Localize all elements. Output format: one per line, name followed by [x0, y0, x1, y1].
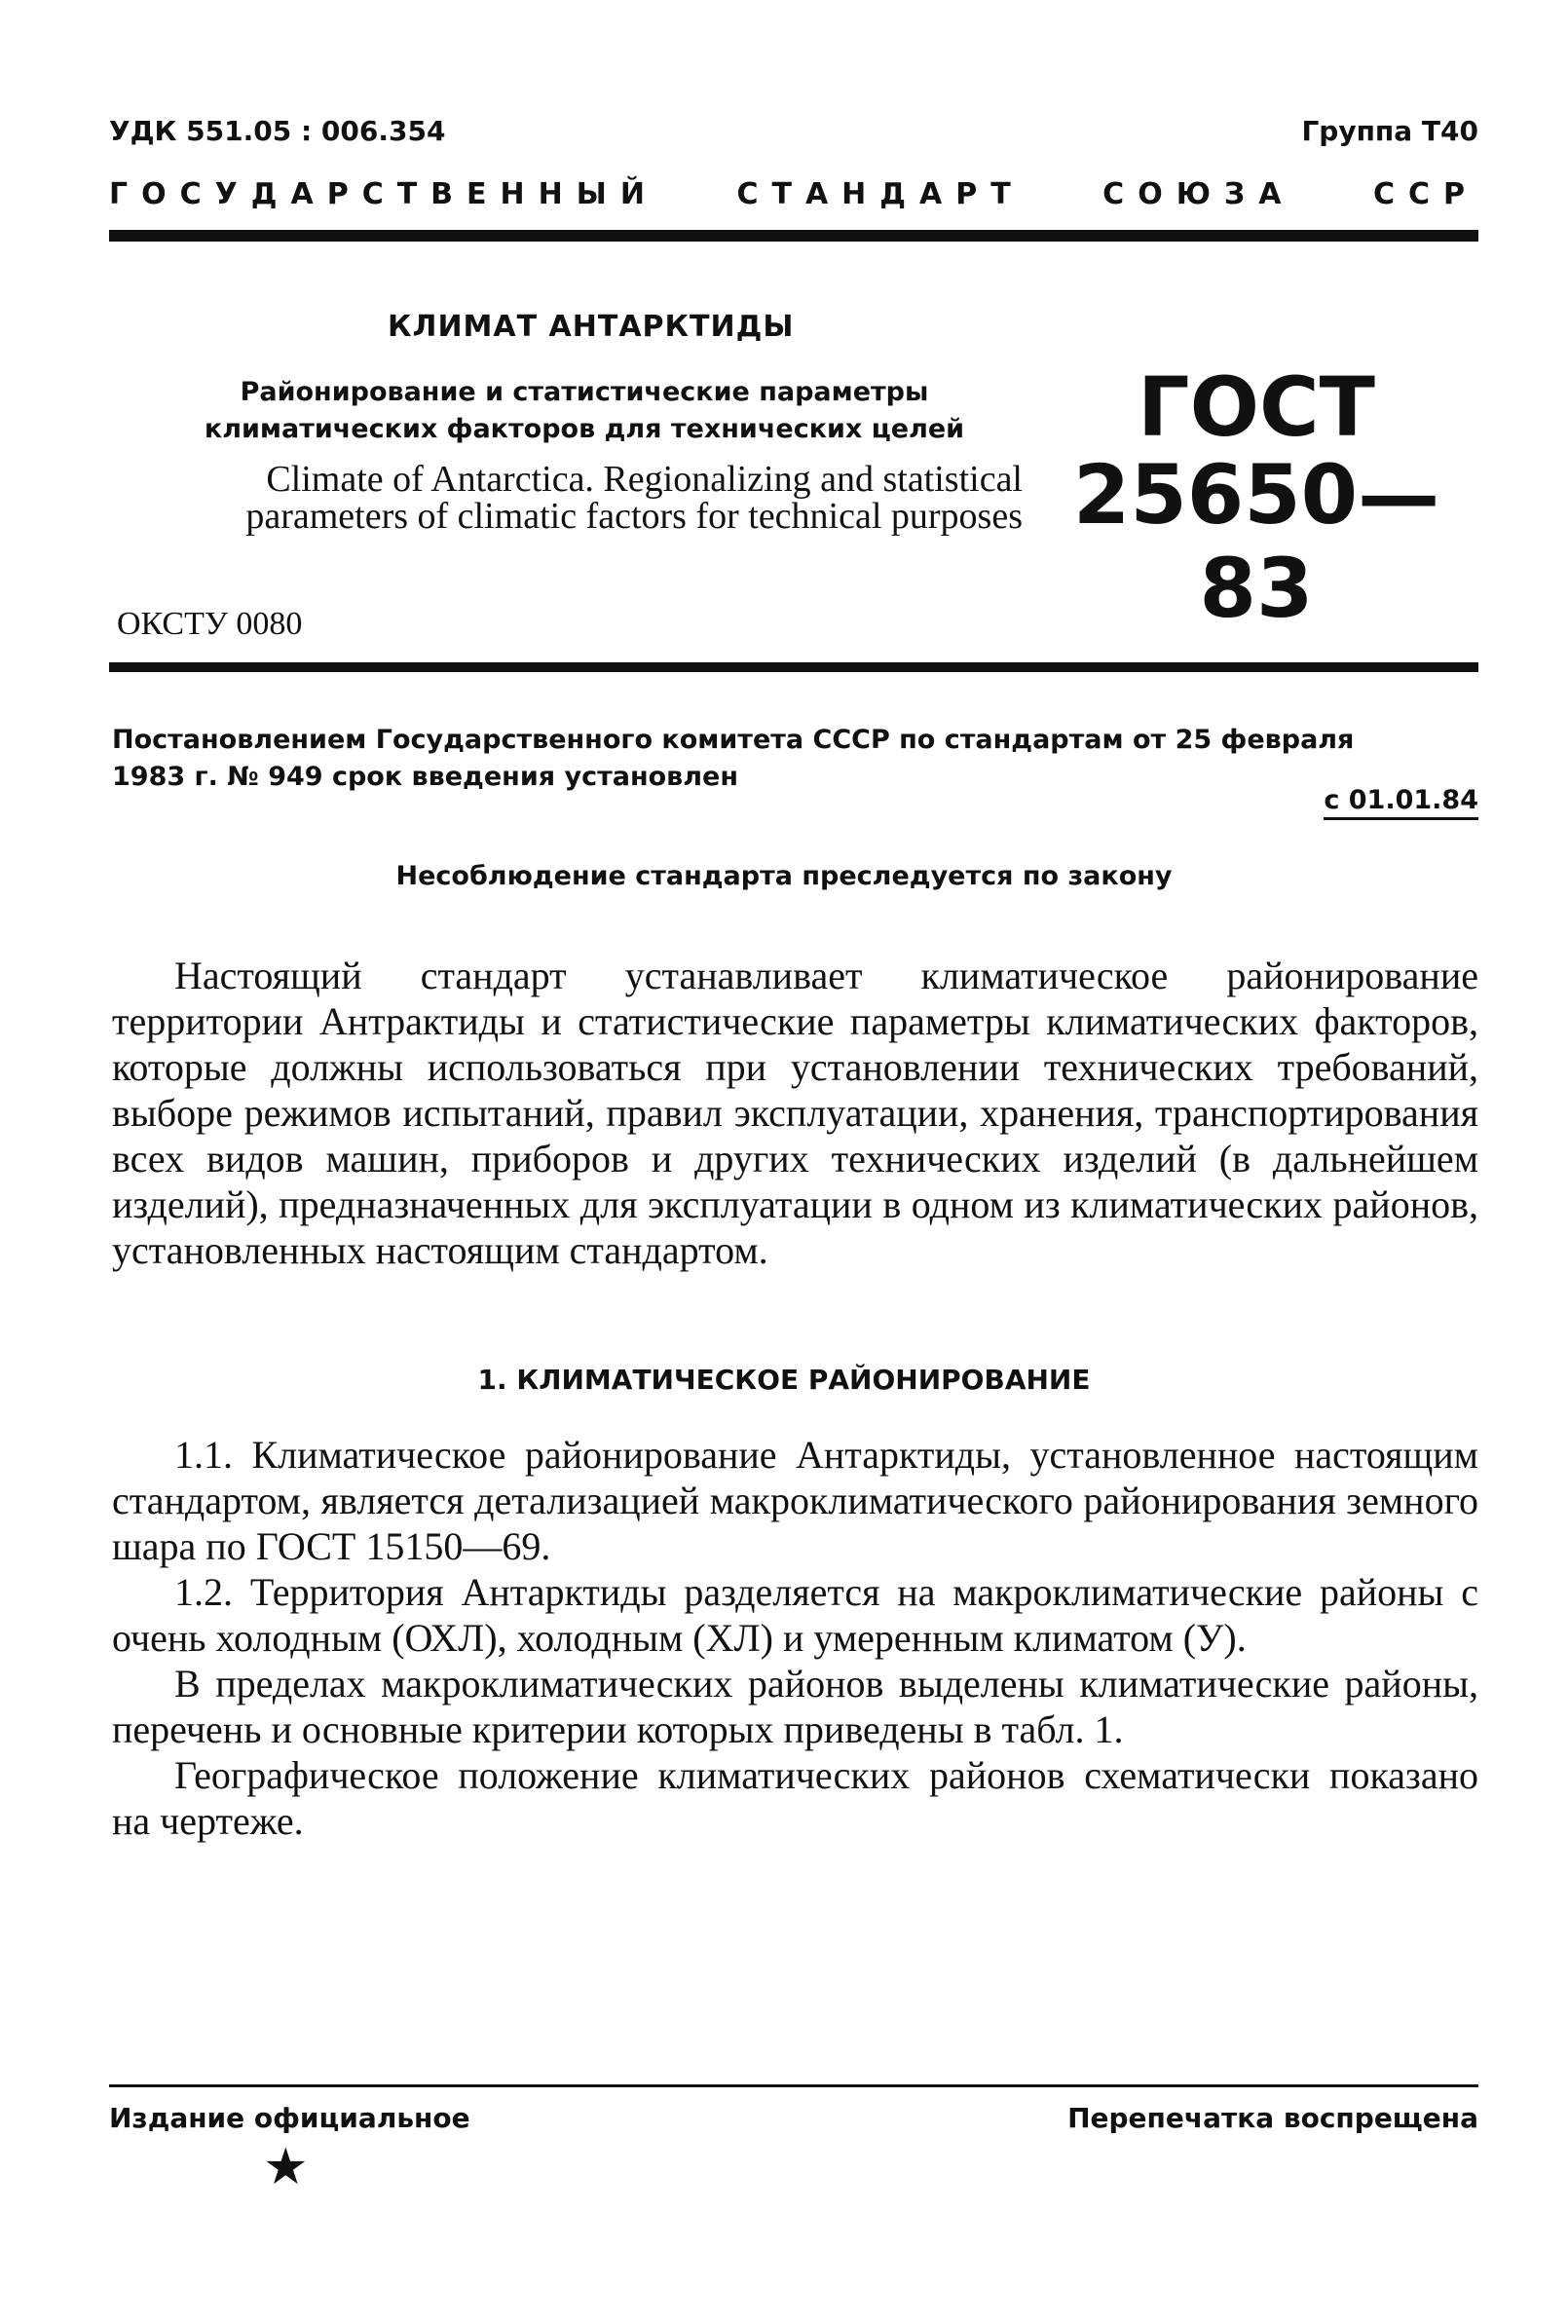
group-code: Группа Т40 — [1301, 115, 1478, 147]
section-body — [112, 1432, 1478, 1844]
gost-number: 25650—83 — [1072, 447, 1440, 636]
udk-code: УДК 551.05 : 006.354 — [109, 115, 446, 147]
subtitle-line-2: климатических факторов для технических целей — [204, 414, 965, 444]
state-standard-banner: ГОСУДАРСТВЕННЫЙ СТАНДАРТ СОЮЗА ССР — [109, 177, 1478, 211]
section-title: 1. КЛИМАТИЧЕСКОЕ РАЙОНИРОВАНИЕ — [477, 1364, 1091, 1396]
effective-date: с 01.01.84 — [1324, 785, 1478, 820]
gost-label: ГОСТ — [1138, 359, 1375, 455]
footer-rule — [109, 2084, 1478, 2087]
title-rule — [109, 662, 1478, 672]
document-title: КЛИМАТ АНТАРКТИДЫ — [388, 310, 795, 344]
edition-label: Издание официальное — [109, 2102, 470, 2134]
decree-line-1: Постановлением Государственного комитета СССР по стандартам от 25 февраля — [112, 725, 1355, 755]
english-title-line-1: Climate of Antarctica. Regionalizing and statistical — [266, 459, 1023, 500]
decree-line-2: 1983 г. № 949 срок введения установлен — [112, 762, 738, 792]
intro-paragraph — [112, 953, 1478, 1273]
star-icon: ★ — [263, 2140, 309, 2195]
header-rule — [109, 230, 1478, 242]
paragraph-1-1: 1.1. Климатическое районирование Антарктиды, установленное настоящим стандартом, является детализацией макроклиматического районирования земного шара по ГОСТ 15150—69. — [112, 1433, 1478, 1568]
paragraph-1-2: 1.2. Территория Антарктиды разделяется на макроклиматические районы с очень холодным (ОХЛ), холодным (ХЛ) и умеренным климатом (У). — [112, 1570, 1478, 1660]
subtitle-line-1: Районирование и статистические параметры — [240, 377, 929, 407]
intro-text: Настоящий стандарт устанавливает климатическое районирование территории Антрактиды и статистические параметры климатических факторов, которые должны использоваться при установлении технических требований, выборе режимов испытаний, правил эксплуатации, хранения, транспортирования всех видов машин, приборов и других технических изделий (в дальнейшем изделий), предназначенных для эксплуатации в одном из климатических районов, установленных настоящим стандартом. — [112, 954, 1478, 1272]
english-title-line-2: parameters of climatic factors for technical purposes — [245, 496, 1023, 537]
reprint-notice: Перепечатка воспрещена — [1067, 2102, 1478, 2134]
okstu-code: ОКСТУ 0080 — [117, 606, 303, 642]
paragraph-within: В пределах макроклиматических районов выделены климатические районы, перечень и основные критерии которых приведены в табл. 1. — [112, 1662, 1478, 1751]
law-notice: Несоблюдение стандарта преследуется по закону — [395, 861, 1173, 891]
paragraph-geo: Географическое положение климатических районов схематически показано на чертеже. — [112, 1753, 1478, 1843]
